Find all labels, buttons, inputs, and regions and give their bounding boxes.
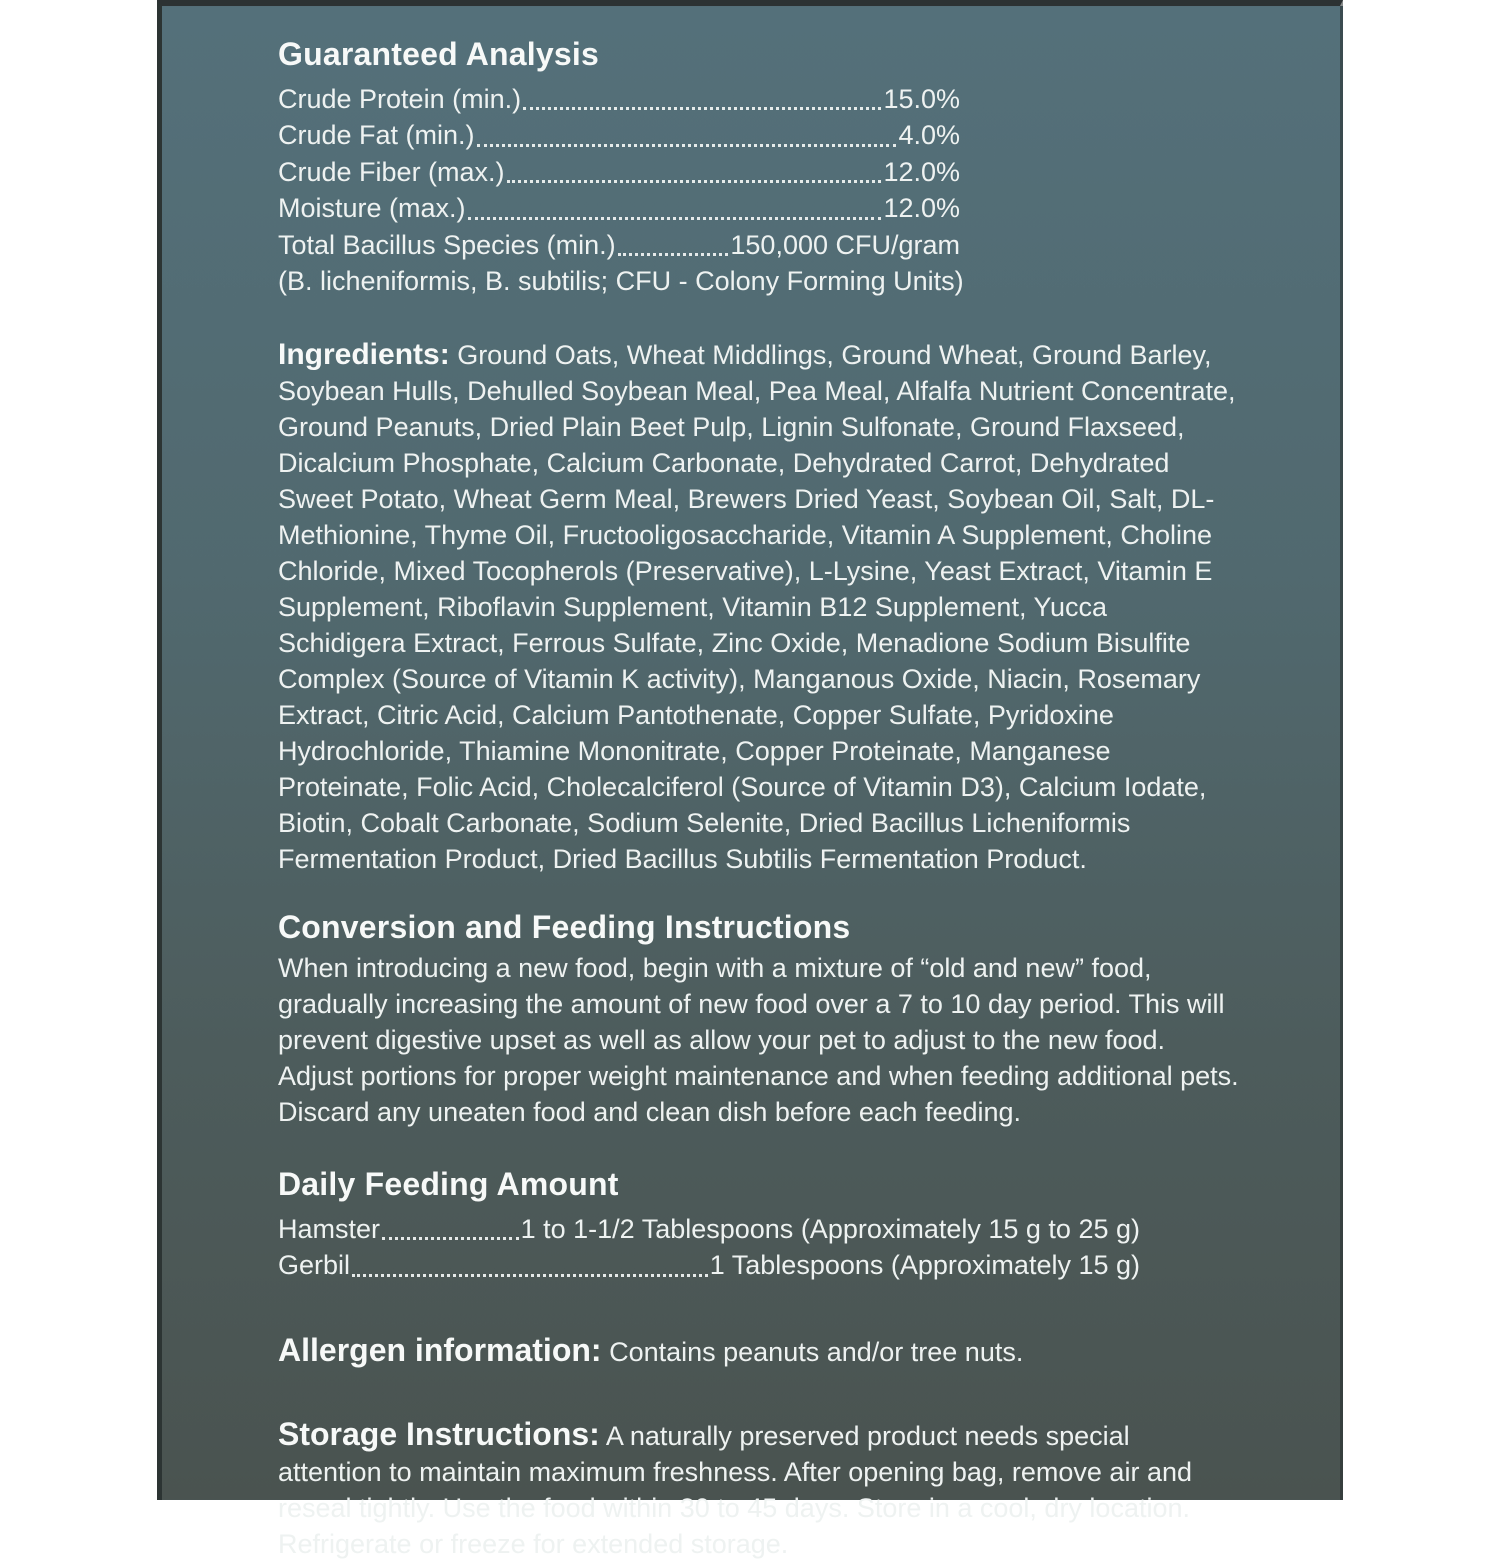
dotted-leader	[352, 1274, 708, 1277]
feeding-label: Hamster	[278, 1213, 381, 1244]
dotted-leader	[523, 107, 881, 110]
guaranteed-analysis-section	[278, 36, 1236, 299]
guaranteed-analysis-table	[278, 81, 960, 264]
analysis-value: 15.0%	[883, 83, 960, 114]
ingredients-list: Ground Oats, Wheat Middlings, Ground Wheat, Ground Barley, Soybean Hulls, Dehulled Soybean Meal, Pea Meal, Alfalfa Nutrient Concentrate, Ground Peanuts, Dried Plain Beet Pulp, Lignin Sulfonate, Ground Flaxseed, Dicalcium Phosphate, Calcium Carbonate, Dehydrated Carrot, Dehydrated Sweet Potato, Wheat Germ Meal, Brewers Dried Yeast, Soybean Oil, Salt, DL-Methionine, Thyme Oil, Fructooligosaccharide, Vitamin A Supplement, Choline Chloride, Mixed Tocopherols (Preservative), L-Lysine, Yeast Extract, Vitamin E Supplement, Riboflavin Supplement, Vitamin B12 Supplement, Yucca Schidigera Extract, Ferrous Sulfate, Zinc Oxide, Menadione Sodium Bisulfite Complex (Source of Vitamin K activity), Manganous Oxide, Niacin, Rosemary Extract, Citric Acid, Calcium Pantothenate, Copper Sulfate, Pyridoxine Hydrochloride, Thiamine Mononitrate, Copper Proteinate, Manganese Proteinate, Folic Acid, Cholecalciferol (Source of Vitamin D3), Calcium Iodate, Biotin, Cobalt Carbonate, Sodium Selenite, Dried Bacillus Licheniformis Fermentation Product, Dried Bacillus Subtilis Fermentation Product.	[278, 340, 1236, 875]
dotted-leader	[507, 180, 882, 183]
storage-paragraph	[278, 1416, 1240, 1562]
analysis-value: 12.0%	[883, 156, 960, 187]
ingredients-section	[278, 337, 1240, 877]
allergen-section	[278, 1332, 1240, 1370]
feeding-value: 1 to 1-1/2 Tablespoons (Approximately 15 g to 25 g)	[520, 1213, 1140, 1244]
dotted-leader	[477, 144, 897, 147]
analysis-label: Crude Protein (min.)	[278, 83, 522, 114]
feeding-label: Gerbil	[278, 1250, 351, 1281]
guaranteed-analysis-title: Guaranteed Analysis	[278, 36, 599, 72]
analysis-value: 150,000 CFU/gram	[730, 229, 960, 260]
analysis-label: Crude Fiber (max.)	[278, 156, 505, 187]
conversion-paragraph: When introducing a new food, begin with a mixture of “old and new” food, gradually increasing the amount of new food over a 7 to 10 day period. This will prevent digestive upset as well as allow your pet to adjust to the new food. Adjust portions for proper weight maintenance and when feeding additional pets. Discard any uneaten food and clean dish before each feeding.	[278, 953, 1239, 1128]
bacillus-note: (B. licheniformis, B. subtilis; CFU - Colony Forming Units)	[278, 266, 964, 297]
conversion-section	[278, 909, 1240, 1130]
storage-text: A naturally preserved product needs special attention to maintain maximum freshness. After opening bag, remove air and reseal tightly. Use the food within 30 to 45 days. Store in a cool, dry location. Refrigerate or freeze for extended storage.	[278, 1420, 1192, 1559]
ingredients-title: Ingredients:	[278, 338, 450, 372]
analysis-row-crude-protein	[278, 81, 960, 118]
storage-section	[278, 1416, 1240, 1562]
analysis-row-bacillus	[278, 227, 960, 264]
analysis-label: Moisture (max.)	[278, 193, 466, 224]
conversion-title: Conversion and Feeding Instructions	[278, 909, 851, 946]
feeding-value: 1 Tablespoons (Approximately 15 g)	[709, 1250, 1140, 1281]
allergen-title: Allergen information:	[278, 1331, 602, 1368]
daily-feeding-section	[278, 1166, 1236, 1284]
allergen-paragraph	[278, 1332, 1240, 1370]
analysis-row-crude-fat	[278, 117, 960, 154]
analysis-row-crude-fiber	[278, 154, 960, 191]
feeding-row-hamster	[278, 1211, 1140, 1248]
dotted-leader	[468, 217, 882, 220]
dotted-leader	[382, 1237, 519, 1240]
daily-feeding-title: Daily Feeding Amount	[278, 1166, 619, 1203]
analysis-row-moisture	[278, 190, 960, 227]
storage-title: Storage Instructions:	[278, 1415, 600, 1452]
analysis-value: 4.0%	[898, 120, 960, 151]
analysis-value: 12.0%	[883, 193, 960, 224]
daily-feeding-table	[278, 1211, 1140, 1284]
dotted-leader	[618, 253, 729, 256]
analysis-label: Crude Fat (min.)	[278, 120, 475, 151]
allergen-text: Contains peanuts and/or tree nuts.	[601, 1336, 1024, 1367]
feeding-row-gerbil	[278, 1247, 1140, 1284]
analysis-label: Total Bacillus Species (min.)	[278, 229, 616, 260]
ingredients-paragraph	[278, 337, 1240, 877]
product-label-panel	[157, 0, 1343, 1559]
